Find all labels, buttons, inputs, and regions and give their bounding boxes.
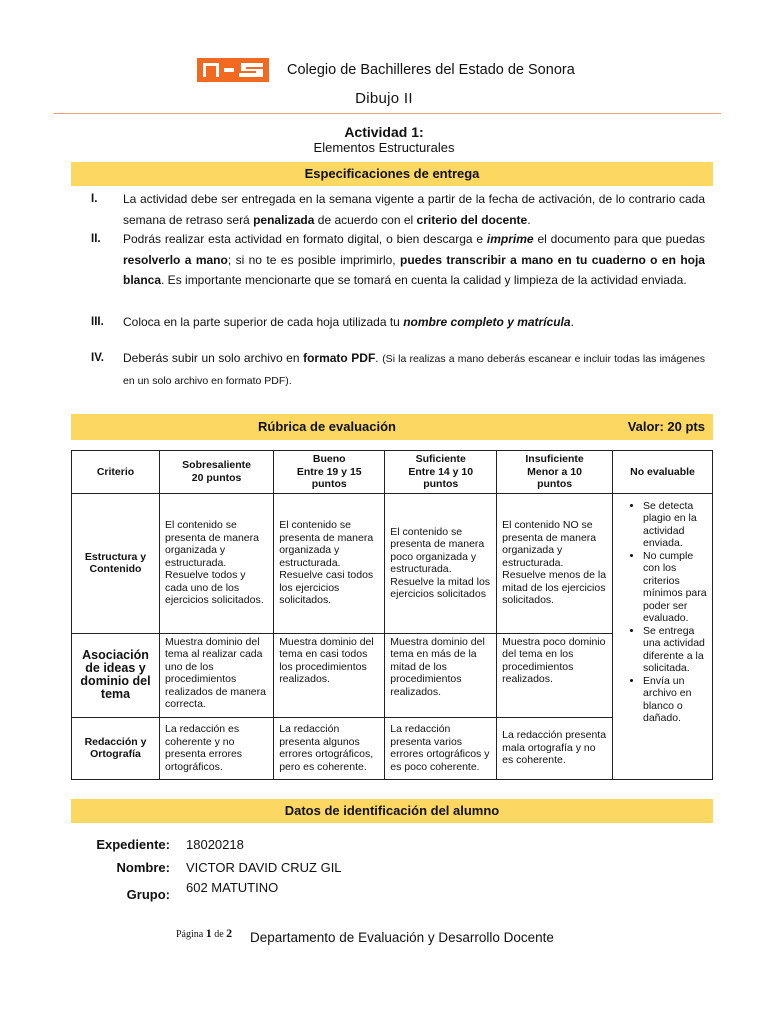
header-bueno: Bueno Entre 19 y 15 puntos <box>274 451 385 494</box>
header-insuficiente: Insuficiente Menor a 10 puntos <box>497 451 613 494</box>
list-item: • Se entrega una actividad diferente a la solicitada. <box>643 625 710 675</box>
expediente-label: Expediente: <box>96 837 170 852</box>
activity-title: Actividad 1: <box>344 124 424 140</box>
student-banner: Datos de identificación del alumno <box>71 799 713 823</box>
list-item: • Se detecta plagio en la actividad enviada. <box>643 500 710 550</box>
no-evaluable-cell <box>613 493 713 779</box>
grupo-label: Grupo: <box>126 887 170 902</box>
list-item: • No cumple con los criterios mínimos para poder ser evaluado. <box>643 550 710 625</box>
rubric-value: Valor: 20 pts <box>627 419 705 434</box>
nombre-value: VICTOR DAVID CRUZ GIL <box>186 860 342 875</box>
rubric-banner <box>71 414 713 440</box>
rubric-title: Rúbrica de evaluación <box>258 419 396 434</box>
header-divider <box>53 113 721 114</box>
header-suficiente: Suficiente Entre 14 y 10 puntos <box>385 451 497 494</box>
nombre-label: Nombre: <box>116 860 170 875</box>
page-number: Página 1 de 2 <box>176 926 233 940</box>
department-name: Departamento de Evaluación y Desarrollo Docente <box>250 930 554 945</box>
rubric-table <box>71 450 713 780</box>
header-criterio: Criterio <box>72 451 160 494</box>
institution-name: Colegio de Bachilleres del Estado de Sonora <box>287 62 575 78</box>
list-item: • Envía un archivo en blanco o dañado. <box>643 675 710 725</box>
table-row: Redacción y Ortografía La redacción es coherente y no presenta errores ortográficos. La redacción presenta algunos errores ortográficos, pero es coherente. La redacción presenta varios errores ortográficos y es poco coherente. La redacción presenta mala ortografía y no es coherente. <box>72 717 713 779</box>
cobach-logo <box>197 58 269 82</box>
header-no-evaluable: No evaluable <box>613 451 713 494</box>
table-row: Asociación de ideas y dominio del tema Muestra dominio del tema al realizar cada uno de los procedimientos realizados de manera correcta. Muestra dominio del tema en casi todos los procedimientos realizados. Muestra dominio del tema en más de la mitad de los procedimientos realizados. Muestra poco dominio del tema en los procedimientos realizados. <box>72 633 713 717</box>
specs-banner: Especificaciones de entrega <box>71 162 713 186</box>
activity-subtitle: Elementos Estructurales <box>313 140 455 155</box>
subject-title: Dibujo II <box>355 90 413 107</box>
table-row: Estructura y Contenido El contenido se presenta de manera organizada y estructurada. Resuelve todos y cada uno de los ejercicios solicitados. El contenido se presenta de manera organizada y estructurada. Resuelve casi todos los ejercicios solicitados. El contenido se presenta de manera poco organizada y estructurada. Resuelve la mitad los ejercicios solicitados El contenido NO se presenta de manera organizada y estructurada. Resuelve menos de la mitad de los ejercicios solicitados. • Se detecta plagio en la actividad enviada. • No cumple con los criterios mínimos para poder ser evaluado. • Se entrega una actividad diferente a la solicitada. • Envía un archivo en blanco o dañado. <box>72 493 713 633</box>
grupo-value: 602 MATUTINO <box>186 880 279 895</box>
expediente-value: 18020218 <box>186 837 244 852</box>
header-sobresaliente: Sobresaliente 20 puntos <box>160 451 274 494</box>
